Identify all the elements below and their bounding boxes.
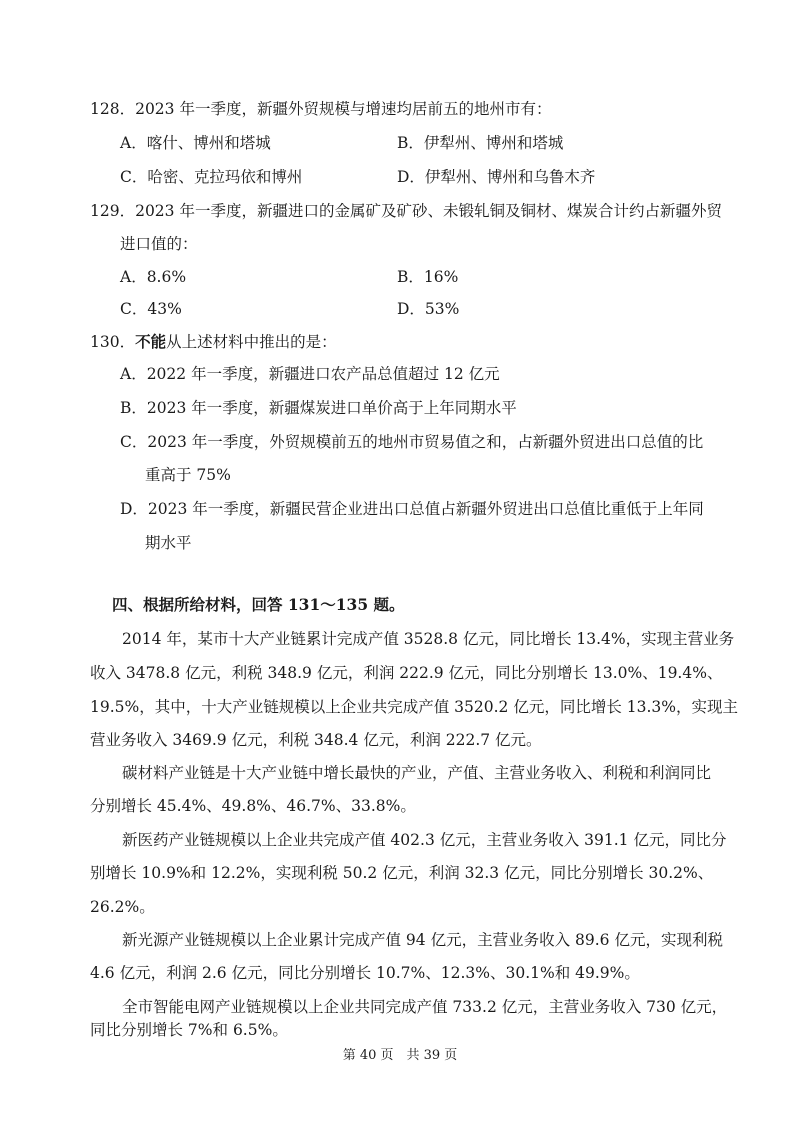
question-130-option-d-line2: 期水平 (145, 534, 192, 552)
paragraph-5-line1: 全市智能电网产业链规模以上企业共同完成产值 733.2 亿元，主营业务收入 730 亿元， (122, 998, 728, 1016)
paragraph-2-line2: 分别增长 45.4%、49.8%、46.7%、33.8%。 (90, 797, 416, 815)
paragraph-1-line4: 营业务收入 3469.9 亿元，利税 348.4 亿元，利润 222.7 亿元。 (90, 731, 542, 749)
section-4-heading: 四、根据所给材料，回答 131～135 题。 (112, 595, 405, 614)
question-130-option-b: B．2023 年一季度，新疆煤炭进口单价高于上年同期水平 (120, 399, 517, 417)
paragraph-3-line1: 新医药产业链规模以上企业共完成产值 402.3 亿元，主营业务收入 391.1 亿元，同比分 (122, 831, 727, 849)
page-footer: 第 40 页 共 39 页 (342, 1048, 458, 1063)
question-128-option-d: D．伊犁州、博州和乌鲁木齐 (397, 168, 596, 186)
question-130-option-a: A．2022 年一季度，新疆进口农产品总值超过 12 亿元 (120, 365, 500, 383)
question-128-option-a: A．喀什、博州和塔城 (120, 134, 271, 152)
question-129-option-a: A．8.6% (120, 268, 187, 286)
question-129-stem-line2: 进口值的： (120, 235, 198, 253)
question-130-number: 130． (90, 333, 136, 351)
question-128-option-b: B．伊犁州、博州和塔城 (397, 134, 564, 152)
question-130-stem-rest: 从上述材料中推出的是： (166, 333, 337, 351)
paragraph-1-line3: 19.5%，其中，十大产业链规模以上企业共完成产值 3520.2 亿元，同比增长 13.3%，实现主 (90, 698, 738, 716)
paragraph-1-line1: 2014 年，某市十大产业链累计完成产值 3528.8 亿元，同比增长 13.4%，实现主营业务 (122, 630, 735, 648)
paragraph-4-line1: 新光源产业链规模以上企业累计完成产值 94 亿元，主营业务收入 89.6 亿元，实现利税 (122, 931, 723, 949)
paragraph-4-line2: 4.6 亿元，利润 2.6 亿元，同比分别增长 10.7%、12.3%、30.1%和 49.9%。 (90, 964, 640, 982)
question-129-option-d: D．53% (397, 300, 460, 318)
question-128-stem: 128．2023 年一季度，新疆外贸规模与增速均居前五的地州市有： (90, 100, 552, 118)
question-130-option-d-line1: D．2023 年一季度，新疆民营企业进出口总值占新疆外贸进出口总值比重低于上年同 (120, 500, 704, 518)
question-130-option-c-line1: C．2023 年一季度，外贸规模前五的地州市贸易值之和，占新疆外贸进出口总值的比 (120, 433, 704, 451)
paragraph-2-line1: 碳材料产业链是十大产业链中增长最快的产业，产值、主营业务收入、利税和利润同比 (122, 764, 712, 782)
paragraph-1-line2: 收入 3478.8 亿元，利税 348.9 亿元，利润 222.9 亿元，同比分别增长 13.0%、19.4%、 (90, 664, 723, 682)
paragraph-3-line3: 26.2%。 (90, 898, 155, 916)
question-129-option-b: B．16% (397, 268, 459, 286)
paragraph-3-line2: 别增长 10.9%和 12.2%，实现利税 50.2 亿元，利润 32.3 亿元，同比分别增长 30.2%、 (90, 864, 714, 882)
paragraph-5-line2: 同比分别增长 7%和 6.5%。 (90, 1021, 288, 1039)
question-128-option-c: C．哈密、克拉玛依和博州 (120, 168, 303, 186)
question-129-stem-line1: 129．2023 年一季度，新疆进口的金属矿及矿砂、未锻轧铜及铜材、煤炭合计约占新疆外贸 (90, 202, 722, 220)
question-130-stem (90, 331, 337, 353)
question-130-emphasis: 不能 (135, 332, 167, 351)
question-129-option-c: C．43% (120, 300, 182, 318)
question-130-option-c-line2: 重高于 75% (145, 466, 231, 484)
